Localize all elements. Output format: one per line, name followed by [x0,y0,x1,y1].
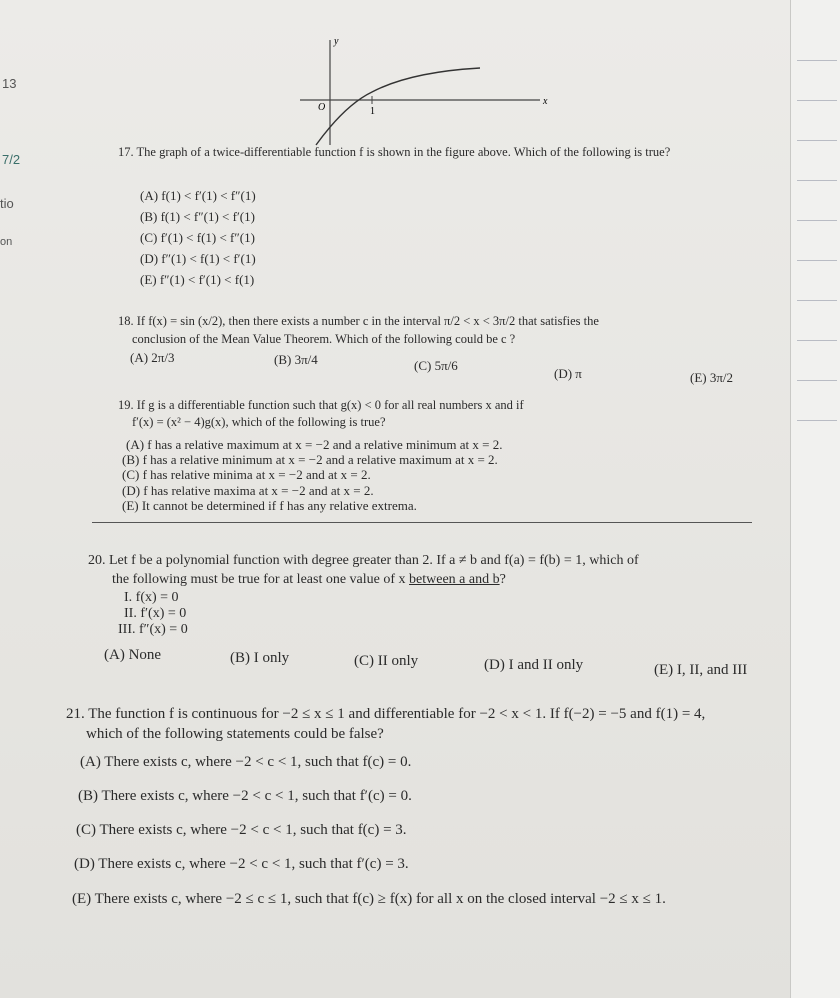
q17-choice-e[interactable]: (E) f″(1) < f′(1) < f(1) [140,272,255,287]
q18-line1: 18. If f(x) = sin (x/2), then there exists a number c in the interval π/2 < x < 3π/2 that satisfies the [118,314,599,328]
q18-choice-d[interactable]: (D) π [554,366,582,381]
y-axis-label: y [334,36,339,47]
q20-choice-c[interactable]: (C) II only [354,653,419,669]
q19-line2: f′(x) = (x² − 4)g(x), which of the following is true? [132,415,386,429]
q21-choice-b[interactable]: (B) There exists c, where −2 < c < 1, such that f′(c) = 0. [78,788,412,804]
q20-choice-e[interactable]: (E) I, II, and III [654,662,748,678]
q17-choice-b[interactable]: (B) f(1) < f″(1) < f′(1) [140,209,255,224]
q20-choice-a[interactable]: (A) None [104,647,162,663]
q20-statement-1: I. f(x) = 0 [124,590,179,605]
q20-statement-3: III. f″(x) = 0 [118,622,188,637]
tick-one-label: 1 [370,106,375,117]
q21-choice-c[interactable]: (C) There exists c, where −2 < c < 1, such that f(c) = 3. [76,822,407,838]
q20-line1: 20. Let f be a polynomial function with degree greater than 2. If a ≠ b and f(a) = f(b) = 1, which of [88,553,639,568]
function-curve [316,68,480,145]
q18-choice-b[interactable]: (B) 3π/4 [274,352,318,367]
q20-choice-d[interactable]: (D) I and II only [484,657,584,673]
q20-choice-b[interactable]: (B) I only [230,650,290,666]
q21-line1: 21. The function f is continuous for −2 ≤ x ≤ 1 and differentiable for −2 < x < 1. If f(−2) = −5 and f(1) = 4, [66,706,706,722]
page-number: 13 [2,76,17,91]
q17-choice-c[interactable]: (C) f′(1) < f(1) < f″(1) [140,230,255,245]
q21-choice-a[interactable]: (A) There exists c, where −2 < c < 1, such that f(c) = 0. [80,754,412,770]
q21-choice-e[interactable]: (E) There exists c, where −2 ≤ c ≤ 1, such that f(c) ≥ f(x) for all x on the closed interval −2 ≤ x ≤ 1. [72,891,666,907]
x-axis-label: x [543,96,548,107]
section-divider [92,522,752,523]
q21-choice-d[interactable]: (D) There exists c, where −2 < c < 1, such that f′(c) = 3. [74,856,409,872]
q19-line1: 19. If g is a differentiable function such that g(x) < 0 for all real numbers x and if [118,398,524,412]
q19-choice-b[interactable]: (B) f has a relative minimum at x = −2 and a relative maximum at x = 2. [122,452,498,467]
margin-text-on: on [0,236,13,248]
function-graph [300,30,560,150]
q18-choice-a[interactable]: (A) 2π/3 [130,350,175,365]
q20-line2: the following must be true for at least one value of x between a and b? [112,572,506,587]
q18-line2: conclusion of the Mean Value Theorem. Which of the following could be c ? [132,332,516,346]
q20-statement-2: II. f′(x) = 0 [124,606,187,621]
margin-text-tio: tio [0,196,14,211]
q18-choice-e[interactable]: (E) 3π/2 [690,370,734,385]
adjacent-page-edge [790,0,840,998]
origin-label: O [318,102,326,113]
q19-choice-c[interactable]: (C) f has relative minima at x = −2 and at x = 2. [122,467,371,482]
margin-fraction: 7/2 [2,152,21,167]
q17-choice-d[interactable]: (D) f″(1) < f(1) < f′(1) [140,251,256,266]
q17-stem: 17. The graph of a twice-differentiable function f is shown in the figure above. Which of the following is true? [118,145,671,159]
q17-choice-a[interactable]: (A) f(1) < f′(1) < f″(1) [140,188,256,203]
q19-choice-a[interactable]: (A) f has a relative maximum at x = −2 and a relative minimum at x = 2. [126,437,503,452]
q18-choice-c[interactable]: (C) 5π/6 [414,358,458,373]
q19-choice-d[interactable]: (D) f has relative maxima at x = −2 and at x = 2. [122,483,374,498]
q19-choice-e[interactable]: (E) It cannot be determined if f has any relative extrema. [122,498,417,513]
q21-line2: which of the following statements could be false? [86,726,384,742]
between-a-and-b: between a and b [409,572,500,587]
